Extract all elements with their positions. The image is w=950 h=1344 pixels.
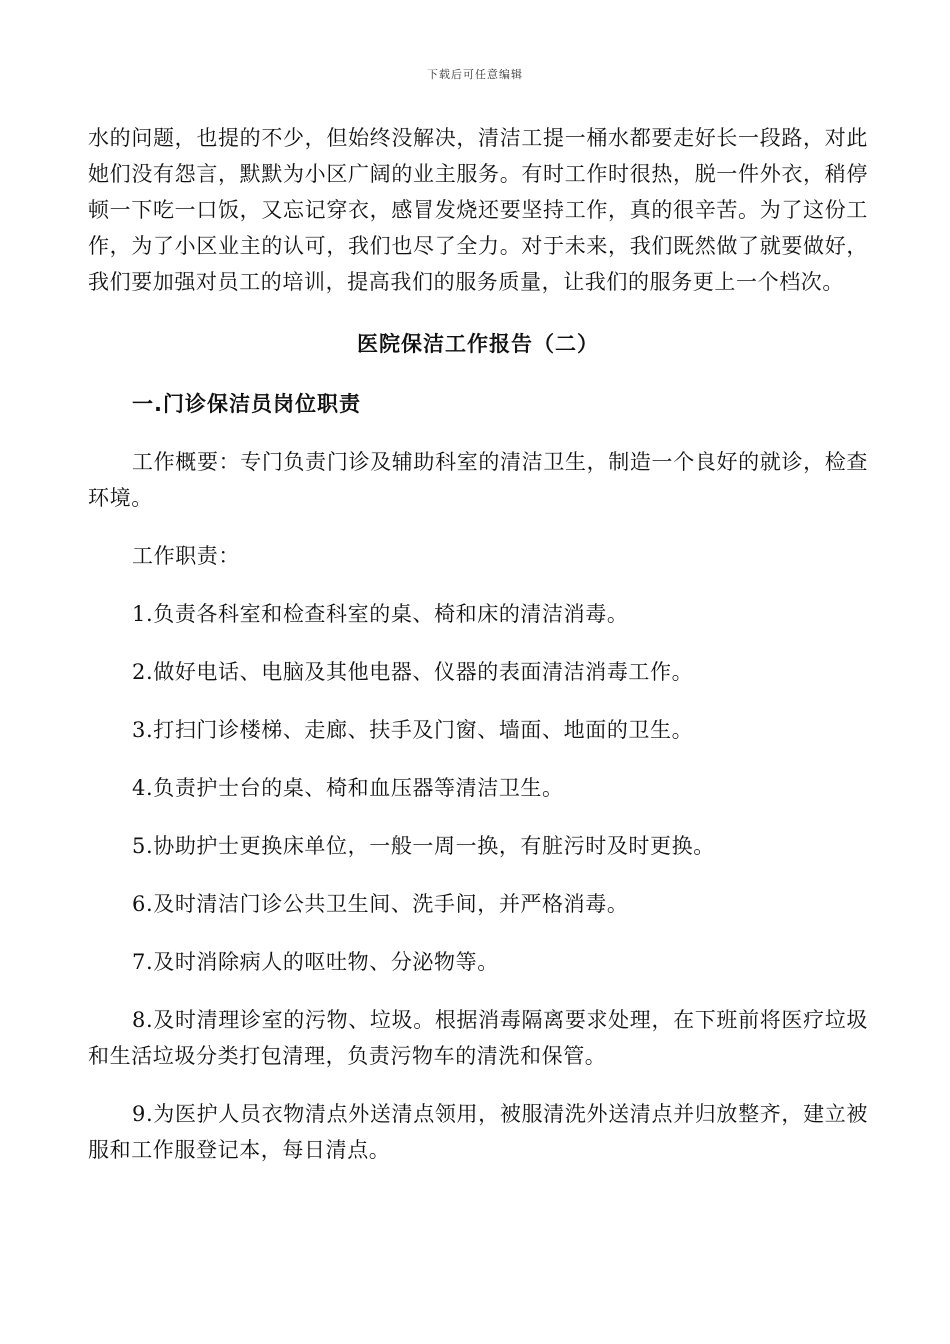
duty-item: 6.及时清洁门诊公共卫生间、洗手间，并严格消毒。 <box>132 892 629 916</box>
intro-paragraph: 水的问题，也提的不少，但始终没解决，清洁工提一桶水都要走好长一段路，对此她们没有怨言，默默为小区广阔的业主服务。有时工作时很热，脱一件外衣，稍停顿一下吃一口饭，又忘记穿衣，感冒发烧还要坚持工作，真的很辛苦。为了这份工作，为了小区业主的认可，我们也尽了全力。对于未来，我们既然做了就要做好，我们要加强对员工的培训，提高我们的服务质量，让我们的服务更上一个档次。 <box>88 126 868 294</box>
duty-item: 5.协助护士更换床单位，一般一周一换，有脏污时及时更换。 <box>132 834 715 858</box>
section-heading: 一.门诊保洁员岗位职责 <box>132 392 361 416</box>
duty-item: 4.负责护士台的桌、椅和血压器等清洁卫生。 <box>132 776 564 800</box>
page-header-note: 下载后可任意编辑 <box>427 68 523 81</box>
duties-label: 工作职责： <box>132 544 240 568</box>
overview-paragraph: 工作概要：专门负责门诊及辅助科室的清洁卫生，制造一个良好的就诊，检查环境。 <box>88 450 868 510</box>
duty-item: 1.负责各科室和检查科室的桌、椅和床的清洁消毒。 <box>132 602 629 626</box>
duty-item: 2.做好电话、电脑及其他电器、仪器的表面清洁消毒工作。 <box>132 660 694 684</box>
duty-item: 3.打扫门诊楼梯、走廊、扶手及门窗、墙面、地面的卫生。 <box>132 718 694 742</box>
duty-item: 8.及时清理诊室的污物、垃圾。根据消毒隔离要求处理，在下班前将医疗垃圾和生活垃圾分类打包清理，负责污物车的清洗和保管。 <box>88 1008 868 1068</box>
report-title: 医院保洁工作报告（二） <box>357 332 599 356</box>
duty-item: 7.及时消除病人的呕吐物、分泌物等。 <box>132 950 499 974</box>
duty-item: 9.为医护人员衣物清点外送清点领用，被服清洗外送清点并归放整齐，建立被服和工作服登记本，每日清点。 <box>88 1102 868 1162</box>
document-body <box>88 120 868 1168</box>
